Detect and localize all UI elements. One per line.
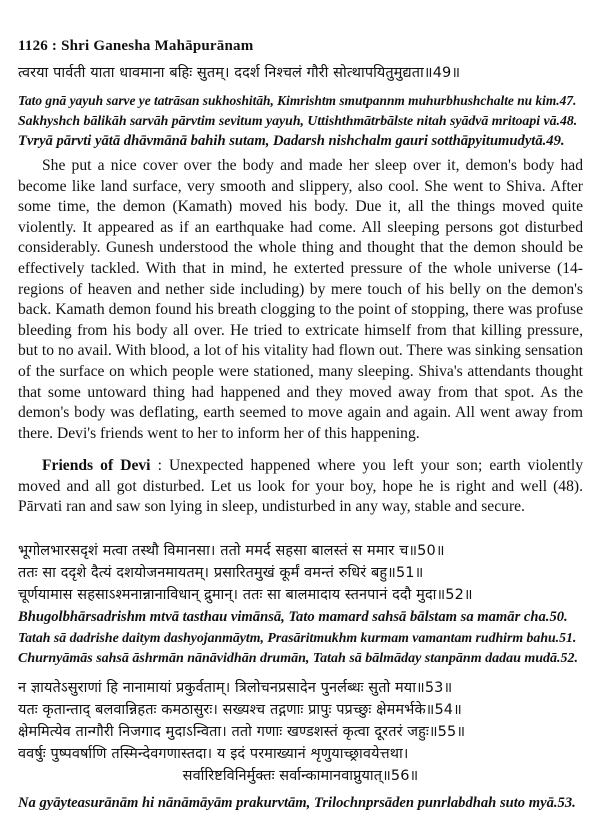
sanskrit-verse-55: क्षेममित्येव तान्गौरी निजगाद मुदाऽन्विता। ततो गणाः खण्डशस्तं कृत्वा दूरतरं जहुः॥55॥: [18, 724, 466, 740]
sanskrit-verse-53: न ज्ञायतेऽसुराणां हि नानामायां प्रकुर्वताम्। त्रिलोचनप्रसादेन पुनर्लब्धः सुतो मया॥53॥: [18, 680, 453, 696]
page-header: 1126 : Shri Ganesha Mahāpurānam: [18, 38, 254, 54]
sanskrit-verse-51: ततः सा ददृशे दैत्यं दशयोजनमायतम्। प्रसारितमुखं कूर्मं वमन्तं रुधिरं बहु॥51॥: [18, 565, 424, 581]
transliteration-verse-51: Tatah sā dadrishe daitym dashyojanmāytm, Prasāritmukhm kurmam vamantam rudhirm bahu.51.: [18, 630, 577, 645]
sanskrit-verse-56a: ववर्षुः पुष्पवर्षाणि तस्मिन्देवगणास्तदा। य इदं परमाख्यानं शृणुयाच्छ्रावयेत्तथा।: [18, 746, 409, 762]
sanskrit-verse-50: भूगोलभारसदृशं मत्वा तस्थौ विमानसा। ततो ममर्द सहसा बालस्तं स ममार च॥50॥: [18, 543, 445, 559]
transliteration-verse-50: Bhugolbhārsadrishm mtvā tasthau vimānsā, Tato mamard sahsā bālstam sa mamār cha.50.: [18, 609, 568, 625]
paragraph-text: [18, 456, 583, 518]
sanskrit-verse-49: त्वरया पार्वती याता धावमाना बहिः सुतम्। ददर्श निश्चलं गौरी सोत्थापयितुमुद्यता॥49॥: [18, 65, 461, 81]
transliteration-verse-53: Na gyāyteasurānām hi nānāmāyām prakurvtām, Trilochnprsāden punrlabdhah suto myā.53.: [18, 795, 576, 811]
translation-paragraph-1: [18, 156, 583, 444]
sanskrit-verse-52: चूर्णयामास सहसाऽश्मनान्नानाविधान् द्रुमान्। ततः सा बालमादाय स्तनपानं ददौ मुदा॥52॥: [18, 587, 473, 603]
translation-paragraph-2: [18, 456, 583, 518]
sanskrit-verse-54: यतः कृतान्ताद् बलवान्निहतः कमठासुरः। सख्यश्च तद्गणाः प्रापुः पप्रच्छुः क्षेममर्भके॥54॥: [18, 702, 462, 718]
paragraph-body: : Unexpected happened where you left your son; earth violently moved and all got disturbed. Let us look for your boy, hope he is right and well (48). Pārvati ran and saw son lying in sleep, undisturbed in any way, stable and secure.: [18, 457, 583, 516]
transliteration-verse-48: Sakhyshch bālikāh sarvāh pārvtim sevitum yayuh, Uttishthmātrbālste nitah syādvā mritoapi vā.48.: [18, 113, 578, 128]
transliteration-verse-47: Tato gnā yayuh sarve ye tatrāsan sukhoshitāh, Kimrishtm smutpannm muhurbhushchalte nu kim.47.: [18, 93, 577, 108]
transliteration-verse-49: Tvryā pārvti yātā dhāvmānā bahih sutam, Dadarsh nishchalm gauri sotthāpyitumudytā.49.: [18, 133, 565, 149]
section-heading: Friends of Devi: [42, 457, 151, 474]
paragraph-text: She put a nice cover over the body and made her sleep over it, demon's body had become like land surface, very smooth and slippery, also cool. She went to Shiva. After some time, the demon (Kamath) moved his body. Due it, all the things moved quite violently. It appeared as if an earthquake had come. All sleeping persons got disturbed considerably. Gunesh understood the whole thing and thought that the demon should be effectively tackled. With that in mind, he exterted pressure of the whole universe (14-regions of heaven and nether side including) by mere touch of his belly on the demon's back. Kamath demon found his breath clogging to the point of stopping, there was profuse bleeding from his body all over. He tried to extricate himself from that killing pressure, but to no avail. With blood, a lot of his vitality had flown out. There was sinking sensation of the surface on which people were stationed, many sleeping. Shiva's attendants thought that some untoward thing had happened and they moved away from that spot. As the demon's body was deflating, earth seemed to move again and again. All went away from there. Devi's friends went to her to inform her of this happening.: [18, 157, 583, 442]
sanskrit-verse-56b: सर्वारिष्टविनिर्मुक्तः सर्वान्कामानवाप्नुयात्॥56॥: [182, 768, 419, 784]
transliteration-verse-52: Churnyāmās sahsā āshrmān nānāvidhān drumān, Tatah sā bālmāday stanpānm dadau mudā.52.: [18, 651, 579, 666]
